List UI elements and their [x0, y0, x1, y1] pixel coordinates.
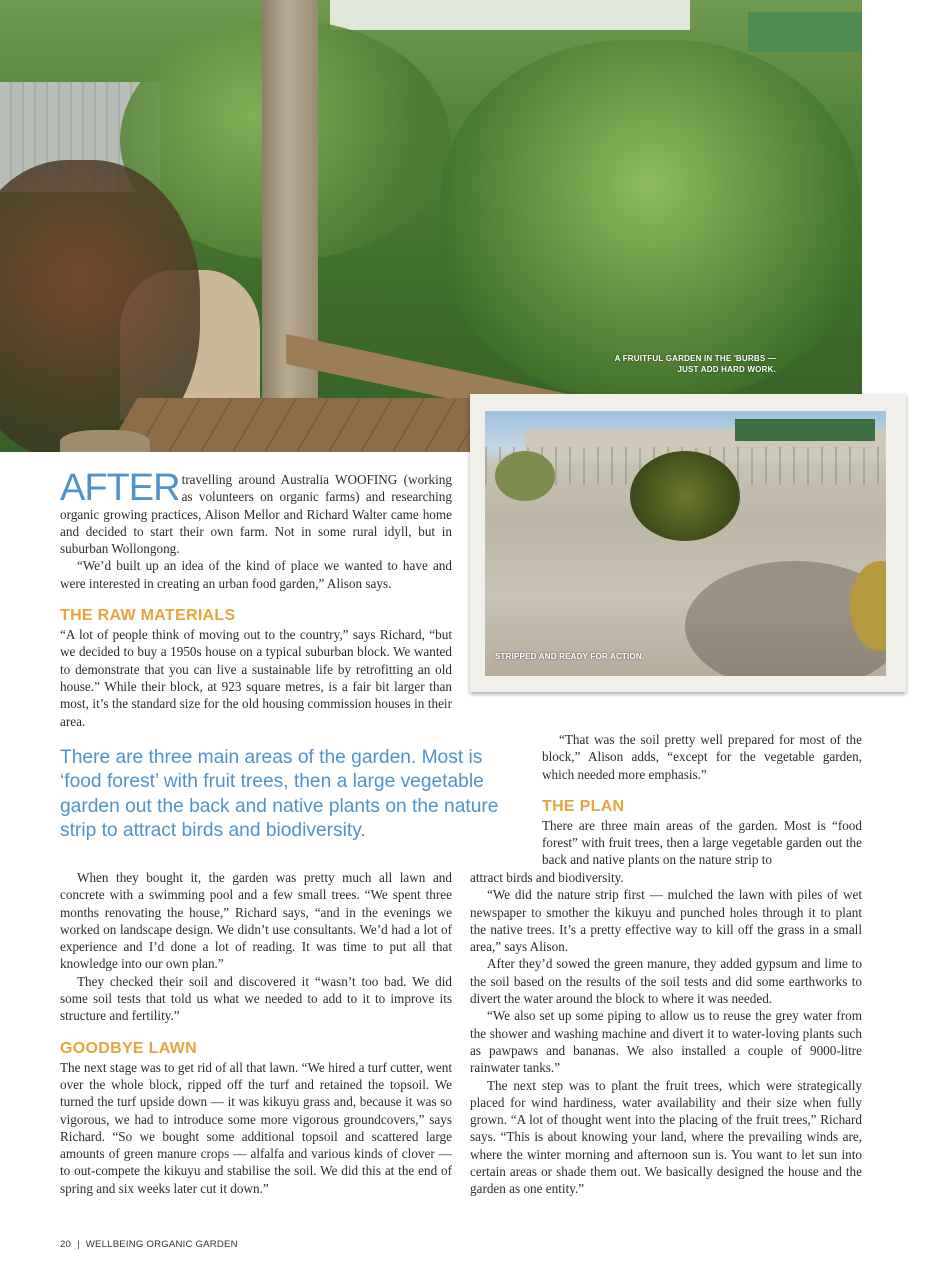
plant-pot [60, 430, 150, 452]
raw-materials-paragraph: “A lot of people think of moving out to the country,” says Richard, “but we decided to buy a 1950s house on a typical suburban block. We wanted to demonstrate that you can live a sustainable life by retrofitting an old house.” While their block, at 923 square metres, is a fair bit larger than most, it’s the standard size for the old housing commission houses in their area. [60, 627, 452, 729]
page-number: 20 [60, 1239, 72, 1250]
foliage [440, 40, 860, 400]
intro-column [60, 467, 452, 730]
body-paragraph: They checked their soil and discovered it “wasn’t too bad. We did some soil tests that told us what we needed to add to it to improve its structure and fertility.” [60, 973, 452, 1024]
inset-caption: STRIPPED AND READY FOR ACTION. [495, 652, 645, 661]
body-paragraph: When they bought it, the garden was pretty much all lawn and concrete with a swimming pool and a few small trees. “We spent three months renovating the house,” Richard says, “and in the evenings we worked on landscape design. We didn’t use consultants. We’d had a lot of experience and I’d done a lot of reading. It was time to put all that knowledge into our own plan.” [60, 870, 452, 972]
heading-raw-materials: THE RAW MATERIALS [60, 607, 236, 625]
palm-plant [630, 451, 740, 541]
plan-paragraph: There are three main areas of the garden. Most is “food forest” with fruit trees, then a large vegetable garden out the back and native plants on the nature strip to [542, 817, 862, 868]
pull-quote: There are three main areas of the garden. Most is ‘food forest’ with fruit trees, then a large vegetable garden out the back and native plants on the nature strip to attract birds and biodiversity. [60, 747, 499, 841]
hero-caption-line: A FRUITFUL GARDEN IN THE 'BURBS — [614, 354, 776, 363]
page-footer [60, 1239, 238, 1250]
body-paragraph: “That was the soil pretty well prepared for most of the block,” Alison adds, “except for the vegetable garden, which needed more emphasis.” [542, 732, 862, 782]
hero-photo [0, 0, 862, 452]
plan-continuation: attract birds and biodiversity. [470, 870, 624, 885]
intro-paragraph-2: “We’d built up an idea of the kind of place we wanted to have and were interested in creating an urban food garden,” Alison says. [60, 558, 452, 591]
footer-separator: | [77, 1239, 80, 1250]
left-body-column [60, 869, 452, 1197]
body-paragraph: The next step was to plant the fruit trees, which were strategically placed for wind hardiness, water availability and their size when fully grown. “A lot of thought went into the placing of the fruit trees,” Richard says. “This is about knowing your land, where the prevailing winds are, where the winter morning and afternoon sun is. You want to let sun into certain areas or shade them out. We basically designed the house and the garden as one entity.” [470, 1077, 862, 1197]
green-roof [735, 419, 875, 441]
drop-cap: AFTER [60, 467, 180, 509]
body-paragraph: “We did the nature strip first — mulched the lawn with piles of wet newspaper to smother the kikuyu and punched holes through it to plant the native trees. It’s a pretty effective way to kill off the grass in a small area,” says Alison. [470, 887, 862, 955]
publication-name: WELLBEING ORGANIC GARDEN [85, 1239, 238, 1250]
body-paragraph: “We also set up some piping to allow us to reuse the grey water from the shower and washing machine and divert it to water-loving plants such as pawpaws and bananas. We also installed a couple of 9000-litre rainwater tanks.” [470, 1008, 862, 1076]
shrub [495, 451, 555, 501]
inset-photo [485, 411, 886, 676]
intro-text: travelling around Australia WOOFING (working as volunteers on organic farms) and researching organic growing practices, Alison Mellor and Richard Walter came home and decided to start their own farm. Not in some rural idyll, but in suburban Wollongong. [60, 472, 452, 557]
right-body-column [470, 869, 862, 1198]
right-upper-column [542, 731, 862, 869]
neighbour-roof [748, 12, 862, 52]
hero-caption-line: JUST ADD HARD WORK. [677, 365, 776, 374]
heading-goodbye-lawn: GOODBYE LAWN [60, 1039, 197, 1057]
heading-the-plan: THE PLAN [542, 797, 625, 815]
intro-paragraph [60, 467, 452, 557]
hero-caption [556, 353, 776, 375]
sky-area [330, 0, 690, 30]
body-paragraph: After they’d sowed the green manure, they added gypsum and lime to the soil based on the results of the soil tests and did some earthworks to divert the water around the block to where it was needed. [470, 956, 862, 1007]
goodbye-lawn-paragraph: The next stage was to get rid of all that lawn. “We hired a turf cutter, went over the whole block, ripped off the turf and retained the topsoil. We turned the turf upside down — it was kikuyu grass and, because it was so vigorous, we had to introduce some more vigorous groundcovers,” says Richard. “So we bought some additional topsoil and scattered large amounts of green manure crops — alfalfa and various kinds of clover — to out-compete the kikuyu and stabilise the soil. We did this at the end of spring and six weeks later cut it down.” [60, 1059, 452, 1196]
